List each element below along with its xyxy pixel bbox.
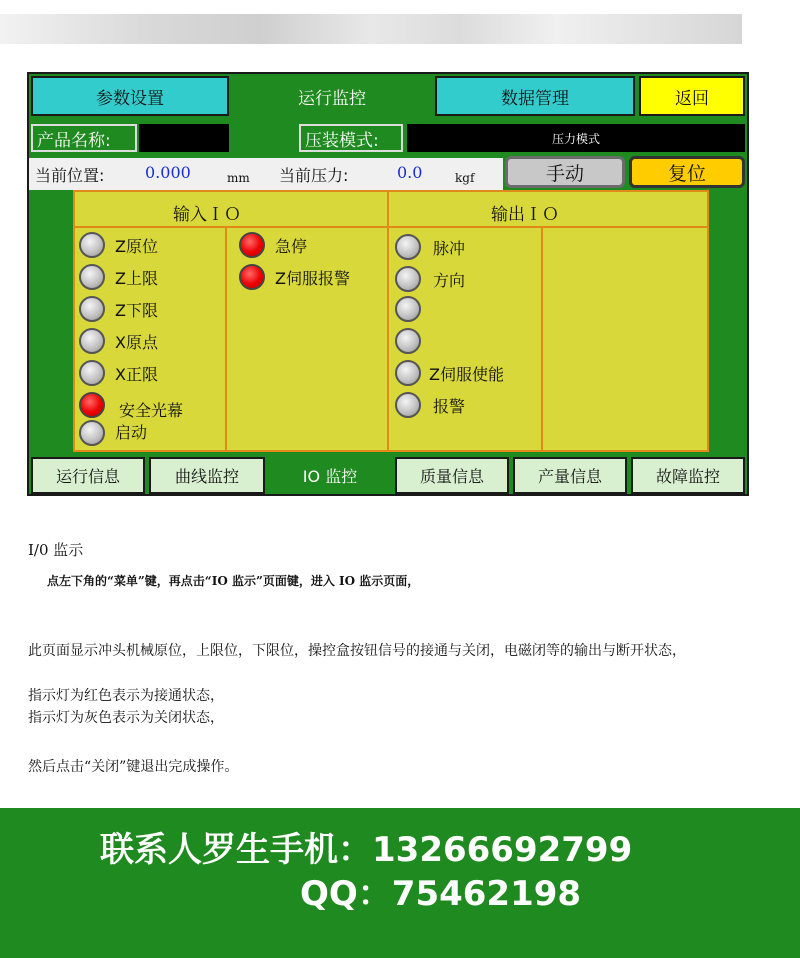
lamp-safety-light-curtain <box>79 392 105 418</box>
tab-fault-monitor[interactable]: 故障监控 <box>631 457 745 494</box>
lamp-label-x-positive-limit: X正限 <box>115 365 158 384</box>
output-io-header: 输出ＩＯ <box>491 205 559 225</box>
lamp-label-safety-light-curtain: 安全光幕 <box>119 401 184 420</box>
hmi-screen <box>27 72 749 496</box>
press-mode-value: 压力模式 <box>407 124 745 152</box>
lamp-z-servo-alarm <box>239 264 265 290</box>
lamp-x-origin <box>79 328 105 354</box>
lamp-output-3 <box>395 296 421 322</box>
lamp-label-z-upper-limit: Z上限 <box>115 269 158 288</box>
pressure-value: 0.0 <box>397 163 423 182</box>
lamp-emergency-stop <box>239 232 265 258</box>
tab-curve-monitor[interactable]: 曲线监控 <box>149 457 265 494</box>
top-gradient-bar <box>0 14 742 44</box>
pressure-unit: kgf <box>455 171 475 185</box>
manual-button[interactable] <box>505 156 625 188</box>
doc-instruction: 点左下角的“菜单”键，再点击“IO 监示”页面键，进入 IO 监示页面， <box>47 574 420 588</box>
lamp-label-z-lower-limit: Z下限 <box>115 301 158 320</box>
lamp-pulse <box>395 234 421 260</box>
lamp-label-z-servo-enable: Z伺服使能 <box>429 365 504 384</box>
lamp-label-emergency-stop: 急停 <box>275 237 308 256</box>
return-button[interactable]: 返回 <box>639 76 745 116</box>
position-value: 0.000 <box>145 163 191 182</box>
manual-button-label: 手动 <box>545 162 584 185</box>
tab-run-monitor[interactable]: 运行监控 <box>231 76 433 116</box>
position-label: 当前位置: <box>35 166 105 185</box>
io-header-divider <box>75 226 707 228</box>
lamp-direction <box>395 266 421 292</box>
tab-quality-info[interactable]: 质量信息 <box>395 457 509 494</box>
contact-phone: 联系人罗生手机：13266692799 <box>100 830 633 870</box>
tab-run-info[interactable]: 运行信息 <box>31 457 145 494</box>
lamp-z-upper-limit <box>79 264 105 290</box>
tab-io-monitor[interactable]: IO 监控 <box>269 457 391 494</box>
pressure-label: 当前压力: <box>279 166 349 185</box>
io-panel <box>73 190 709 452</box>
product-name-field[interactable] <box>139 124 229 152</box>
lamp-label-x-origin: X原点 <box>115 333 158 352</box>
lamp-output-4 <box>395 328 421 354</box>
input-column-divider <box>225 228 227 450</box>
position-unit: mm <box>227 171 250 185</box>
tab-data-management[interactable]: 数据管理 <box>435 76 635 116</box>
doc-paragraph-2: 指示灯为红色表示为接通状态， <box>28 688 224 704</box>
output-column-divider <box>541 228 543 450</box>
lamp-z-origin <box>79 232 105 258</box>
lamp-label-z-origin: Z原位 <box>115 237 158 256</box>
status-row <box>29 158 503 190</box>
doc-paragraph-3: 指示灯为灰色表示为关闭状态， <box>28 710 224 726</box>
lamp-start <box>79 420 105 446</box>
doc-paragraph-4: 然后点击“关闭”键退出完成操作。 <box>28 759 239 775</box>
doc-paragraph-1: 此页面显示冲头机械原位，上限位，下限位，操控盒按钮信号的接通与关闭，电磁闭等的输出与断开状态， <box>28 643 686 659</box>
io-center-divider <box>387 192 389 450</box>
press-mode-label: 压装模式: <box>299 124 403 152</box>
lamp-label-z-servo-alarm: Z伺服报警 <box>275 269 350 288</box>
contact-qq: QQ：75462198 <box>300 874 582 914</box>
lamp-z-lower-limit <box>79 296 105 322</box>
doc-title: I/0 监示 <box>28 541 84 559</box>
reset-button-label: 复位 <box>667 162 706 185</box>
lamp-label-pulse: 脉冲 <box>433 239 466 258</box>
reset-button[interactable] <box>629 156 745 188</box>
lamp-label-direction: 方向 <box>433 271 466 290</box>
product-name-label: 产品名称: <box>31 124 137 152</box>
lamp-x-positive-limit <box>79 360 105 386</box>
lamp-label-start: 启动 <box>115 423 148 442</box>
lamp-label-alarm: 报警 <box>433 397 466 416</box>
tab-production-info[interactable]: 产量信息 <box>513 457 627 494</box>
contact-footer <box>0 808 800 958</box>
input-io-header: 输入ＩＯ <box>173 205 241 225</box>
tab-parameter-settings[interactable]: 参数设置 <box>31 76 229 116</box>
lamp-alarm <box>395 392 421 418</box>
lamp-z-servo-enable <box>395 360 421 386</box>
